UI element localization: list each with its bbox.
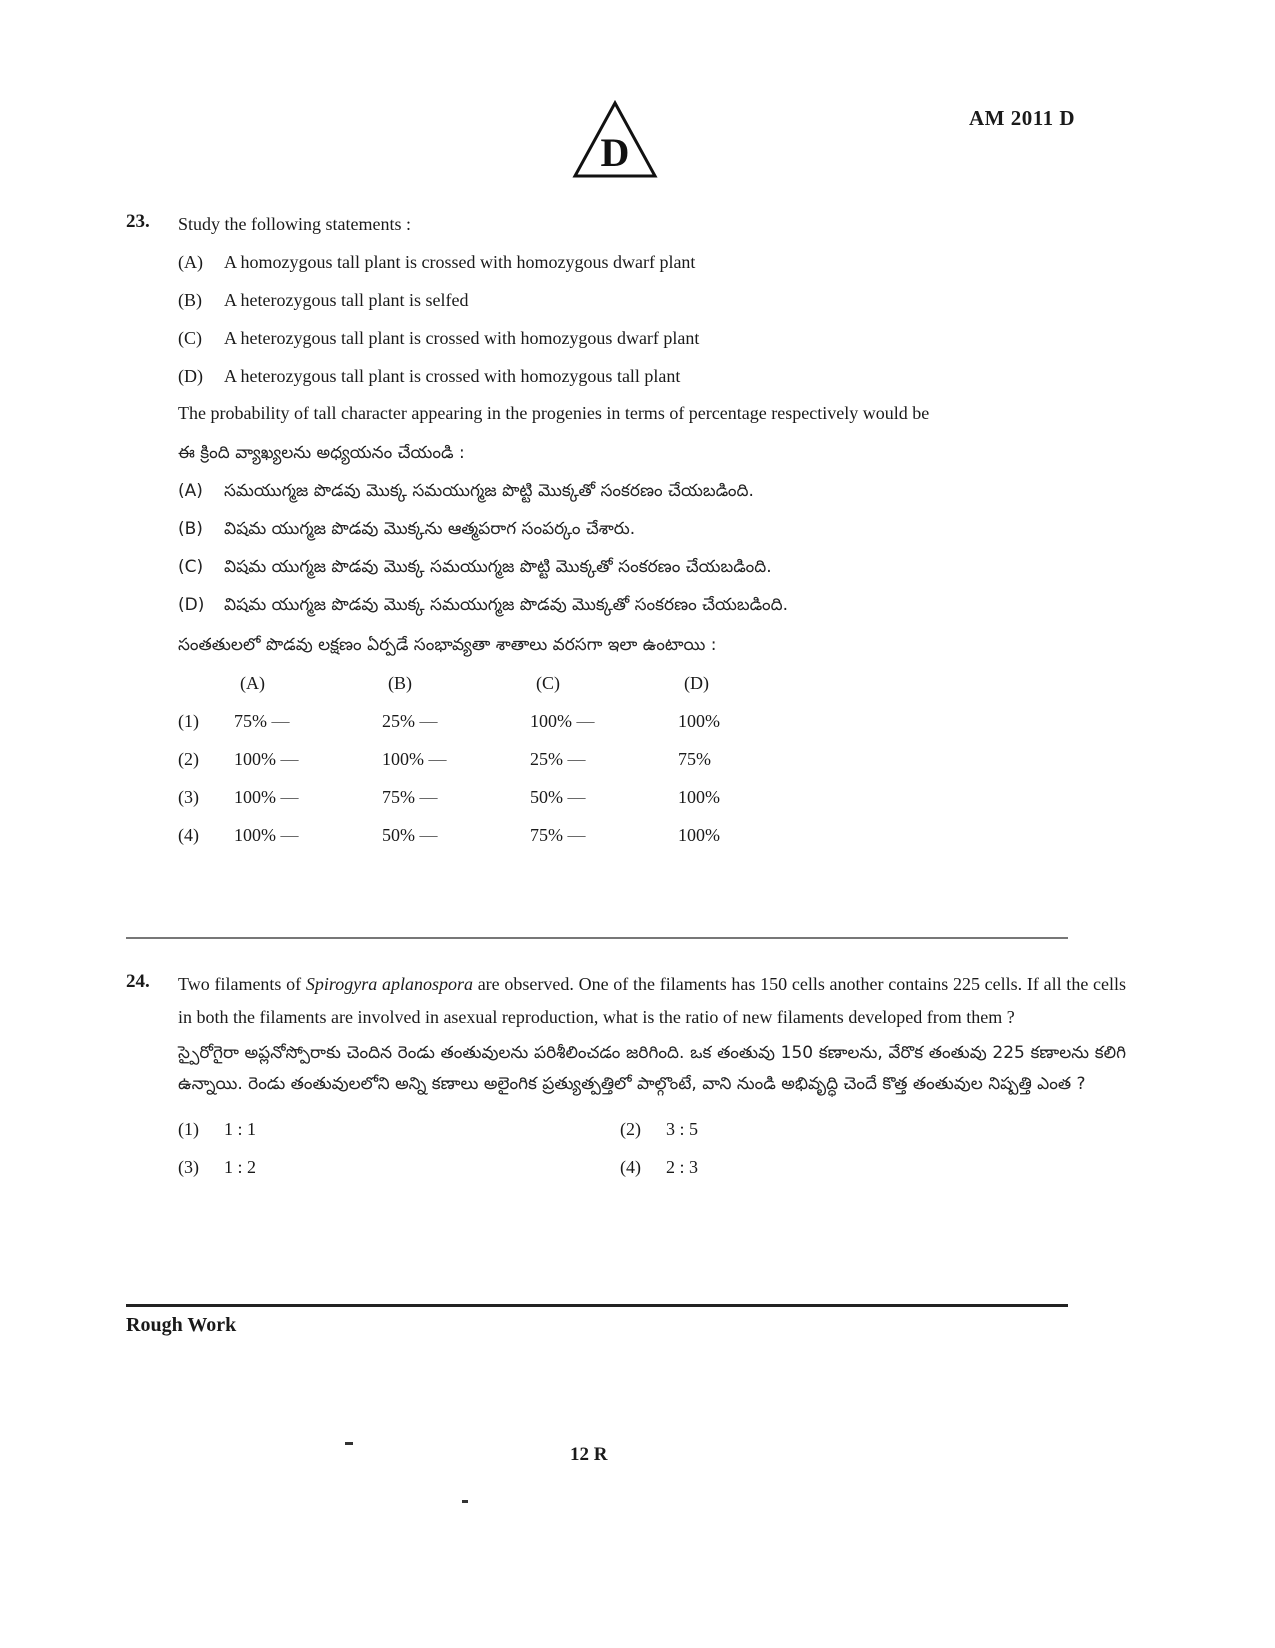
option-value: 25% (530, 748, 563, 769)
statement-text: విషమ యుగ్మజ పొడవు మొక్కను ఆత్మపరాగ సంపర్కం చేశారు. (224, 519, 636, 539)
option-value: 50% (382, 824, 415, 845)
column-header: (D) (684, 672, 709, 693)
statement-label: (A) (178, 252, 203, 272)
option-number: (4) (178, 824, 199, 845)
option-number: (1) (178, 1119, 199, 1139)
option-number: (2) (178, 748, 199, 769)
statement-text: విషమ యుగ్మజ పొడవు మొక్క సమయుగ్మజ పొట్టి మొక్కతో సంకరణం చేయబడింది. (224, 557, 772, 577)
paper-code: AM 2011 D (969, 106, 1075, 130)
booklet-series-logo (572, 100, 658, 180)
question-text-te: సంతతులలో పొడవు లక్షణం ఏర్పడే సంభావ్యతా శాతాలు వరసగా ఇలా ఉంటాయి : (178, 635, 717, 655)
column-header: (B) (388, 672, 412, 693)
statement-text: A homozygous tall plant is crossed with homozygous dwarf plant (224, 252, 696, 272)
question-number: 23. (126, 211, 150, 232)
option-value: 1 : 2 (224, 1157, 257, 1177)
dash: — (428, 748, 447, 769)
question-text-en-rest: are observed. One of the filaments has 150 cells another contains 225 cells. If all the cells in both the filaments are involved in asexual reproduction, what is the ratio of new filaments developed from them ? (178, 974, 1127, 1027)
question-text-te: స్పైరోగైరా అప్లనోస్పోరాకు చెందిన రెండు తంతువులను పరిశీలించడం జరిగింది. ఒక తంతువు 150 కణాలను, వేరొక తంతువు 225 కణాలను కలిగి ఉన్నాయి. రెండు తంతువులలోని అన్ని కణాలు అలైంగిక ప్రత్యుత్పత్తిలో పాల్గొంటే, వాని నుండి అభివృద్ధి చెందే కొత్త తంతువుల నిష్పత్తి ఎంత ? (178, 1043, 1126, 1094)
question-number: 24. (126, 971, 150, 992)
statement-label: (B) (178, 519, 203, 539)
answer-option-3[interactable] (178, 1148, 620, 1186)
option-value: 100% (234, 824, 276, 845)
section-divider (126, 937, 1068, 939)
statement-text: A heterozygous tall plant is crossed with homozygous dwarf plant (224, 328, 700, 348)
answer-option-3[interactable] (178, 778, 826, 816)
dash: — (567, 786, 586, 807)
statement-te-a (178, 472, 1126, 510)
column-header-row (178, 664, 826, 702)
column-header: (A) (240, 672, 265, 693)
option-value: 100% (234, 748, 276, 769)
answer-option-1[interactable] (178, 702, 826, 740)
scan-mark (462, 1500, 468, 1503)
dash: — (419, 710, 438, 731)
question-text-en (178, 968, 1126, 1034)
option-value: 75% (678, 748, 711, 769)
statement-text: A heterozygous tall plant is crossed with homozygous tall plant (224, 366, 681, 386)
answer-option-2[interactable] (620, 1110, 1062, 1148)
dash: — (271, 710, 290, 731)
option-value: 2 : 3 (666, 1157, 699, 1177)
answer-options-row-2 (178, 1148, 1126, 1186)
answer-option-1[interactable] (178, 1110, 620, 1148)
option-value: 100% (678, 824, 720, 845)
statement-label: (D) (178, 595, 205, 615)
dash: — (576, 710, 595, 731)
option-number: (3) (178, 786, 199, 807)
option-value: 50% (530, 786, 563, 807)
scan-mark (345, 1442, 353, 1445)
option-number: (4) (620, 1157, 641, 1177)
option-value: 100% (678, 710, 720, 731)
triangle-icon (572, 100, 658, 180)
statement-text: సమయుగ్మజ పొడవు మొక్క సమయుగ్మజ పొట్టి మొక్కతో సంకరణం చేయబడింది. (224, 481, 754, 501)
answer-option-2[interactable] (178, 740, 826, 778)
option-value: 100% (530, 710, 572, 731)
dash: — (280, 786, 299, 807)
answer-option-4[interactable] (178, 816, 826, 854)
option-value: 3 : 5 (666, 1119, 699, 1139)
rough-work-label: Rough Work (126, 1314, 237, 1336)
statement-en-b (178, 281, 1126, 319)
statement-en-a (178, 243, 1126, 281)
statement-text: A heterozygous tall plant is selfed (224, 290, 469, 310)
dash: — (280, 748, 299, 769)
rough-work-divider (126, 1304, 1068, 1307)
dash: — (419, 786, 438, 807)
statement-te-b (178, 510, 1126, 548)
dash: — (280, 824, 299, 845)
option-number: (2) (620, 1119, 641, 1139)
answer-options-table (178, 664, 826, 854)
question-text-en-start: Two filaments of (178, 974, 306, 994)
option-value: 75% (530, 824, 563, 845)
answer-option-4[interactable] (620, 1148, 1062, 1186)
statement-en-d (178, 357, 1126, 395)
option-value: 75% (234, 710, 267, 731)
page-number: 12 R (570, 1444, 608, 1465)
dash: — (567, 824, 586, 845)
statement-label: (C) (178, 328, 202, 348)
statement-label: (D) (178, 366, 203, 386)
booklet-series-letter: D (600, 130, 630, 175)
question-intro-te: ఈ క్రింది వ్యాఖ్యలను అధ్యయనం చేయండి : (178, 443, 465, 463)
option-value: 75% (382, 786, 415, 807)
statement-label: (A) (178, 481, 203, 501)
statement-en-c (178, 319, 1126, 357)
statement-label: (C) (178, 557, 204, 577)
option-value: 25% (382, 710, 415, 731)
dash: — (419, 824, 438, 845)
question-intro-en: Study the following statements : (178, 214, 411, 234)
answer-options-row-1 (178, 1110, 1126, 1148)
option-number: (3) (178, 1157, 199, 1177)
column-header: (C) (536, 672, 560, 693)
question-text-en: The probability of tall character appearing in the progenies in terms of percentage respectively would be (178, 403, 930, 423)
option-value: 100% (382, 748, 424, 769)
statement-te-c (178, 548, 1126, 586)
statement-te-d (178, 586, 1126, 624)
dash: — (567, 748, 586, 769)
statement-text: విషమ యుగ్మజ పొడవు మొక్క సమయుగ్మజ పొడవు మొక్కతో సంకరణం చేయబడింది. (224, 595, 789, 615)
statement-label: (B) (178, 290, 202, 310)
option-value: 1 : 1 (224, 1119, 257, 1139)
option-value: 100% (678, 786, 720, 807)
option-value: 100% (234, 786, 276, 807)
species-name: Spirogyra aplanospora (305, 974, 473, 994)
option-number: (1) (178, 710, 199, 731)
